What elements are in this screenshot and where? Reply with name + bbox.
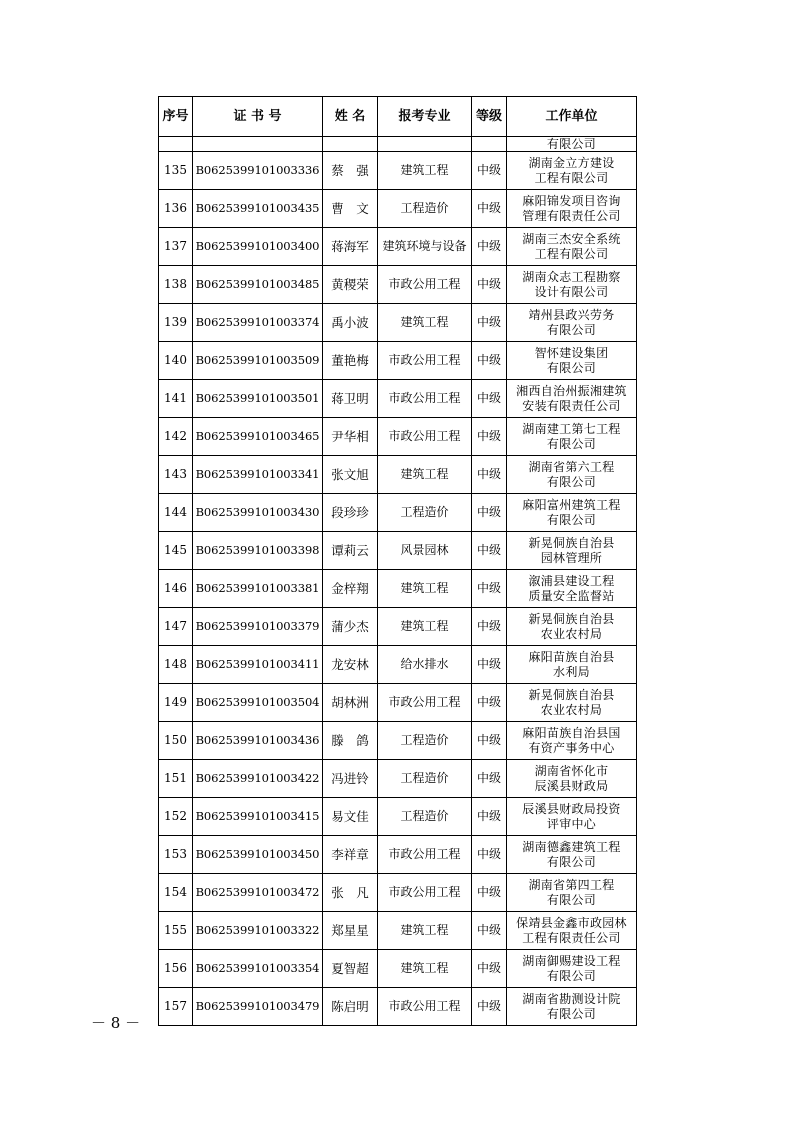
serial-number-cell: 143: [159, 456, 193, 494]
certificate-number-cell: B0625399101003400: [193, 228, 323, 266]
serial-number-cell: 155: [159, 912, 193, 950]
certificate-number-cell: B0625399101003472: [193, 874, 323, 912]
specialty-cell: 市政公用工程: [378, 380, 472, 418]
serial-number-cell: 135: [159, 152, 193, 190]
name-cell: 谭莉云: [323, 532, 378, 570]
level-cell: 中级: [472, 342, 507, 380]
level-cell: 中级: [472, 380, 507, 418]
table-header-row: [159, 97, 637, 137]
table-row: [159, 456, 637, 494]
name-cell: 张 凡: [323, 874, 378, 912]
serial-number-cell: 147: [159, 608, 193, 646]
work-unit-cell: [507, 874, 637, 912]
name-cell: 蒋海军: [323, 228, 378, 266]
page-number: － 8 －: [91, 1014, 141, 1032]
work-unit-line: 评审中心: [546, 816, 597, 831]
specialty-cell: 市政公用工程: [378, 418, 472, 456]
level-cell: 中级: [472, 988, 507, 1026]
work-unit-cell: [507, 988, 637, 1026]
certificate-table-container: [158, 96, 636, 1026]
serial-number-cell: 137: [159, 228, 193, 266]
specialty-cell: 工程造价: [378, 760, 472, 798]
serial-number-cell: 156: [159, 950, 193, 988]
serial-number-cell: 151: [159, 760, 193, 798]
name-cell: 郑星星: [323, 912, 378, 950]
work-unit-cell: [507, 646, 637, 684]
serial-number-cell: 148: [159, 646, 193, 684]
table-row: [159, 190, 637, 228]
serial-number-cell: 140: [159, 342, 193, 380]
work-unit-cell: [507, 950, 637, 988]
level-cell: 中级: [472, 722, 507, 760]
work-unit-line: 湖南省怀化市: [534, 763, 609, 778]
table-row: [159, 418, 637, 456]
table-row: [159, 874, 637, 912]
name-cell: 李祥章: [323, 836, 378, 874]
name-cell: 段珍珍: [323, 494, 378, 532]
name-cell: 蒋卫明: [323, 380, 378, 418]
certificate-number-cell: B0625399101003504: [193, 684, 323, 722]
work-unit-line: 溆浦县建设工程: [528, 573, 615, 588]
serial-number-cell: 139: [159, 304, 193, 342]
serial-number-cell: 141: [159, 380, 193, 418]
serial-number-cell: 157: [159, 988, 193, 1026]
header-specialty: 报考专业: [378, 97, 472, 137]
work-unit-line: 有限公司: [546, 968, 597, 983]
continuation-cell: [378, 137, 472, 152]
specialty-cell: 市政公用工程: [378, 836, 472, 874]
work-unit-cell: [507, 912, 637, 950]
specialty-cell: 市政公用工程: [378, 342, 472, 380]
table-row: [159, 988, 637, 1026]
level-cell: 中级: [472, 950, 507, 988]
table-row: [159, 380, 637, 418]
work-unit-line: 有限公司: [546, 436, 597, 451]
name-cell: 金梓翔: [323, 570, 378, 608]
specialty-cell: 建筑工程: [378, 456, 472, 494]
certificate-number-cell: B0625399101003450: [193, 836, 323, 874]
table-row: [159, 646, 637, 684]
level-cell: 中级: [472, 494, 507, 532]
specialty-cell: 建筑工程: [378, 304, 472, 342]
table-row: [159, 494, 637, 532]
work-unit-line: 新晃侗族自治县: [528, 687, 615, 702]
specialty-cell: 工程造价: [378, 798, 472, 836]
table-row: [159, 950, 637, 988]
level-cell: 中级: [472, 836, 507, 874]
table-row: [159, 912, 637, 950]
work-unit-line: 有限公司: [546, 854, 597, 869]
certificate-number-cell: B0625399101003374: [193, 304, 323, 342]
serial-number-cell: 152: [159, 798, 193, 836]
certificate-number-cell: B0625399101003501: [193, 380, 323, 418]
header-work-unit: 工作单位: [507, 97, 637, 137]
work-unit-cell: [507, 418, 637, 456]
certificate-number-cell: B0625399101003479: [193, 988, 323, 1026]
specialty-cell: 建筑工程: [378, 152, 472, 190]
name-cell: 冯进铃: [323, 760, 378, 798]
certificate-table: [158, 96, 637, 1026]
table-row: [159, 342, 637, 380]
name-cell: 龙安林: [323, 646, 378, 684]
name-cell: 胡林洲: [323, 684, 378, 722]
work-unit-line: 质量安全监督站: [528, 588, 615, 603]
level-cell: 中级: [472, 266, 507, 304]
level-cell: 中级: [472, 684, 507, 722]
name-cell: 曹 文: [323, 190, 378, 228]
work-unit-line: 湖南三杰安全系统: [522, 231, 621, 246]
certificate-number-cell: B0625399101003354: [193, 950, 323, 988]
work-unit-cell: [507, 152, 637, 190]
work-unit-line: 湖南众志工程勘察: [522, 269, 621, 284]
certificate-number-cell: B0625399101003430: [193, 494, 323, 532]
table-row: [159, 570, 637, 608]
work-unit-line: 麻阳富州建筑工程: [522, 497, 621, 512]
name-cell: 易文佳: [323, 798, 378, 836]
certificate-number-cell: B0625399101003435: [193, 190, 323, 228]
specialty-cell: 工程造价: [378, 190, 472, 228]
table-row: [159, 684, 637, 722]
level-cell: 中级: [472, 646, 507, 684]
specialty-cell: 市政公用工程: [378, 874, 472, 912]
continuation-cell: [472, 137, 507, 152]
certificate-number-cell: B0625399101003436: [193, 722, 323, 760]
work-unit-line: 智怀建设集团: [534, 345, 609, 360]
certificate-number-cell: B0625399101003381: [193, 570, 323, 608]
table-row: [159, 760, 637, 798]
work-unit-cell: [507, 532, 637, 570]
specialty-cell: 建筑工程: [378, 950, 472, 988]
name-cell: 蒲少杰: [323, 608, 378, 646]
continuation-cell: [159, 137, 193, 152]
specialty-cell: 建筑环境与设备: [378, 228, 472, 266]
continuation-cell: [193, 137, 323, 152]
serial-number-cell: 144: [159, 494, 193, 532]
work-unit-line: 湖南金立方建设: [528, 155, 615, 170]
work-unit-cell: [507, 798, 637, 836]
work-unit-line: 湖南省第六工程: [528, 459, 615, 474]
specialty-cell: 工程造价: [378, 494, 472, 532]
table-row: [159, 798, 637, 836]
table-row: [159, 152, 637, 190]
work-unit-line: 湘西自治州振湘建筑: [516, 383, 627, 398]
specialty-cell: 市政公用工程: [378, 988, 472, 1026]
work-unit-cell: [507, 456, 637, 494]
work-unit-line: 农业农村局: [540, 626, 603, 641]
work-unit-cell: [507, 684, 637, 722]
work-unit-line: 有限公司: [546, 360, 597, 375]
certificate-number-cell: B0625399101003509: [193, 342, 323, 380]
name-cell: 董艳梅: [323, 342, 378, 380]
work-unit-line: 麻阳锦发项目咨询: [522, 193, 621, 208]
work-unit-cell: [507, 722, 637, 760]
table-row: [159, 266, 637, 304]
name-cell: 陈启明: [323, 988, 378, 1026]
certificate-number-cell: B0625399101003465: [193, 418, 323, 456]
specialty-cell: 建筑工程: [378, 570, 472, 608]
specialty-cell: 建筑工程: [378, 608, 472, 646]
header-level: 等级: [472, 97, 507, 137]
work-unit-line: 辰溪县财政局投资: [522, 801, 621, 816]
level-cell: 中级: [472, 532, 507, 570]
name-cell: 黄稷荣: [323, 266, 378, 304]
work-unit-cell: [507, 608, 637, 646]
certificate-number-cell: B0625399101003379: [193, 608, 323, 646]
work-unit-line: 有限公司: [546, 474, 597, 489]
serial-number-cell: 142: [159, 418, 193, 456]
work-unit-line: 靖州县政兴劳务: [528, 307, 615, 322]
level-cell: 中级: [472, 456, 507, 494]
certificate-number-cell: B0625399101003415: [193, 798, 323, 836]
certificate-number-cell: B0625399101003336: [193, 152, 323, 190]
name-cell: 蔡 强: [323, 152, 378, 190]
serial-number-cell: 146: [159, 570, 193, 608]
work-unit-line: 有限公司: [546, 322, 597, 337]
work-unit-line: 新晃侗族自治县: [528, 611, 615, 626]
work-unit-cell: [507, 304, 637, 342]
work-unit-line: 有资产事务中心: [528, 740, 615, 755]
continuation-row: [159, 137, 637, 152]
table-row: [159, 228, 637, 266]
level-cell: 中级: [472, 912, 507, 950]
name-cell: 张文旭: [323, 456, 378, 494]
work-unit-line: 辰溪县财政局: [534, 778, 609, 793]
serial-number-cell: 136: [159, 190, 193, 228]
specialty-cell: 风景园林: [378, 532, 472, 570]
level-cell: 中级: [472, 760, 507, 798]
name-cell: 夏智超: [323, 950, 378, 988]
name-cell: 滕 鸽: [323, 722, 378, 760]
certificate-number-cell: B0625399101003398: [193, 532, 323, 570]
work-unit-line: 工程有限责任公司: [522, 930, 621, 945]
serial-number-cell: 149: [159, 684, 193, 722]
specialty-cell: 市政公用工程: [378, 684, 472, 722]
specialty-cell: 建筑工程: [378, 912, 472, 950]
table-row: [159, 608, 637, 646]
work-unit-line: 工程有限公司: [534, 170, 609, 185]
table-row: [159, 722, 637, 760]
work-unit-cell: [507, 494, 637, 532]
level-cell: 中级: [472, 608, 507, 646]
serial-number-cell: 150: [159, 722, 193, 760]
work-unit-line: 新晃侗族自治县: [528, 535, 615, 550]
continuation-unit: 有限公司: [507, 137, 637, 152]
work-unit-cell: [507, 380, 637, 418]
work-unit-line: 麻阳苗族自治县: [528, 649, 615, 664]
work-unit-line: 水利局: [553, 664, 590, 679]
certificate-number-cell: B0625399101003411: [193, 646, 323, 684]
specialty-cell: 市政公用工程: [378, 266, 472, 304]
work-unit-line: 有限公司: [546, 1006, 597, 1021]
work-unit-line: 管理有限责任公司: [522, 208, 621, 223]
specialty-cell: 工程造价: [378, 722, 472, 760]
continuation-cell: [323, 137, 378, 152]
level-cell: 中级: [472, 570, 507, 608]
work-unit-cell: [507, 266, 637, 304]
work-unit-line: 湖南德鑫建筑工程: [522, 839, 621, 854]
certificate-number-cell: B0625399101003322: [193, 912, 323, 950]
work-unit-cell: [507, 570, 637, 608]
serial-number-cell: 154: [159, 874, 193, 912]
work-unit-line: 有限公司: [546, 512, 597, 527]
work-unit-line: 湖南御赐建设工程: [522, 953, 621, 968]
level-cell: 中级: [472, 798, 507, 836]
work-unit-cell: [507, 760, 637, 798]
work-unit-cell: [507, 228, 637, 266]
level-cell: 中级: [472, 304, 507, 342]
table-row: [159, 304, 637, 342]
header-certificate-number: 证 书 号: [193, 97, 323, 137]
work-unit-line: 有限公司: [546, 892, 597, 907]
level-cell: 中级: [472, 190, 507, 228]
certificate-number-cell: B0625399101003341: [193, 456, 323, 494]
work-unit-line: 湖南建工第七工程: [522, 421, 621, 436]
work-unit-line: 农业农村局: [540, 702, 603, 717]
work-unit-line: 麻阳苗族自治县国: [522, 725, 621, 740]
work-unit-line: 工程有限公司: [534, 246, 609, 261]
certificate-number-cell: B0625399101003485: [193, 266, 323, 304]
name-cell: 禹小波: [323, 304, 378, 342]
header-serial-number: 序号: [159, 97, 193, 137]
serial-number-cell: 138: [159, 266, 193, 304]
header-name: 姓 名: [323, 97, 378, 137]
level-cell: 中级: [472, 228, 507, 266]
level-cell: 中级: [472, 418, 507, 456]
certificate-number-cell: B0625399101003422: [193, 760, 323, 798]
work-unit-line: 保靖县金鑫市政园林: [516, 915, 627, 930]
work-unit-line: 园林管理所: [540, 550, 603, 565]
level-cell: 中级: [472, 152, 507, 190]
work-unit-line: 设计有限公司: [534, 284, 609, 299]
table-row: [159, 836, 637, 874]
serial-number-cell: 153: [159, 836, 193, 874]
work-unit-cell: [507, 342, 637, 380]
name-cell: 尹华相: [323, 418, 378, 456]
table-row: [159, 532, 637, 570]
work-unit-line: 安装有限责任公司: [522, 398, 621, 413]
level-cell: 中级: [472, 874, 507, 912]
work-unit-cell: [507, 836, 637, 874]
work-unit-line: 湖南省勘测设计院: [522, 991, 621, 1006]
work-unit-line: 湖南省第四工程: [528, 877, 615, 892]
specialty-cell: 给水排水: [378, 646, 472, 684]
work-unit-cell: [507, 190, 637, 228]
serial-number-cell: 145: [159, 532, 193, 570]
